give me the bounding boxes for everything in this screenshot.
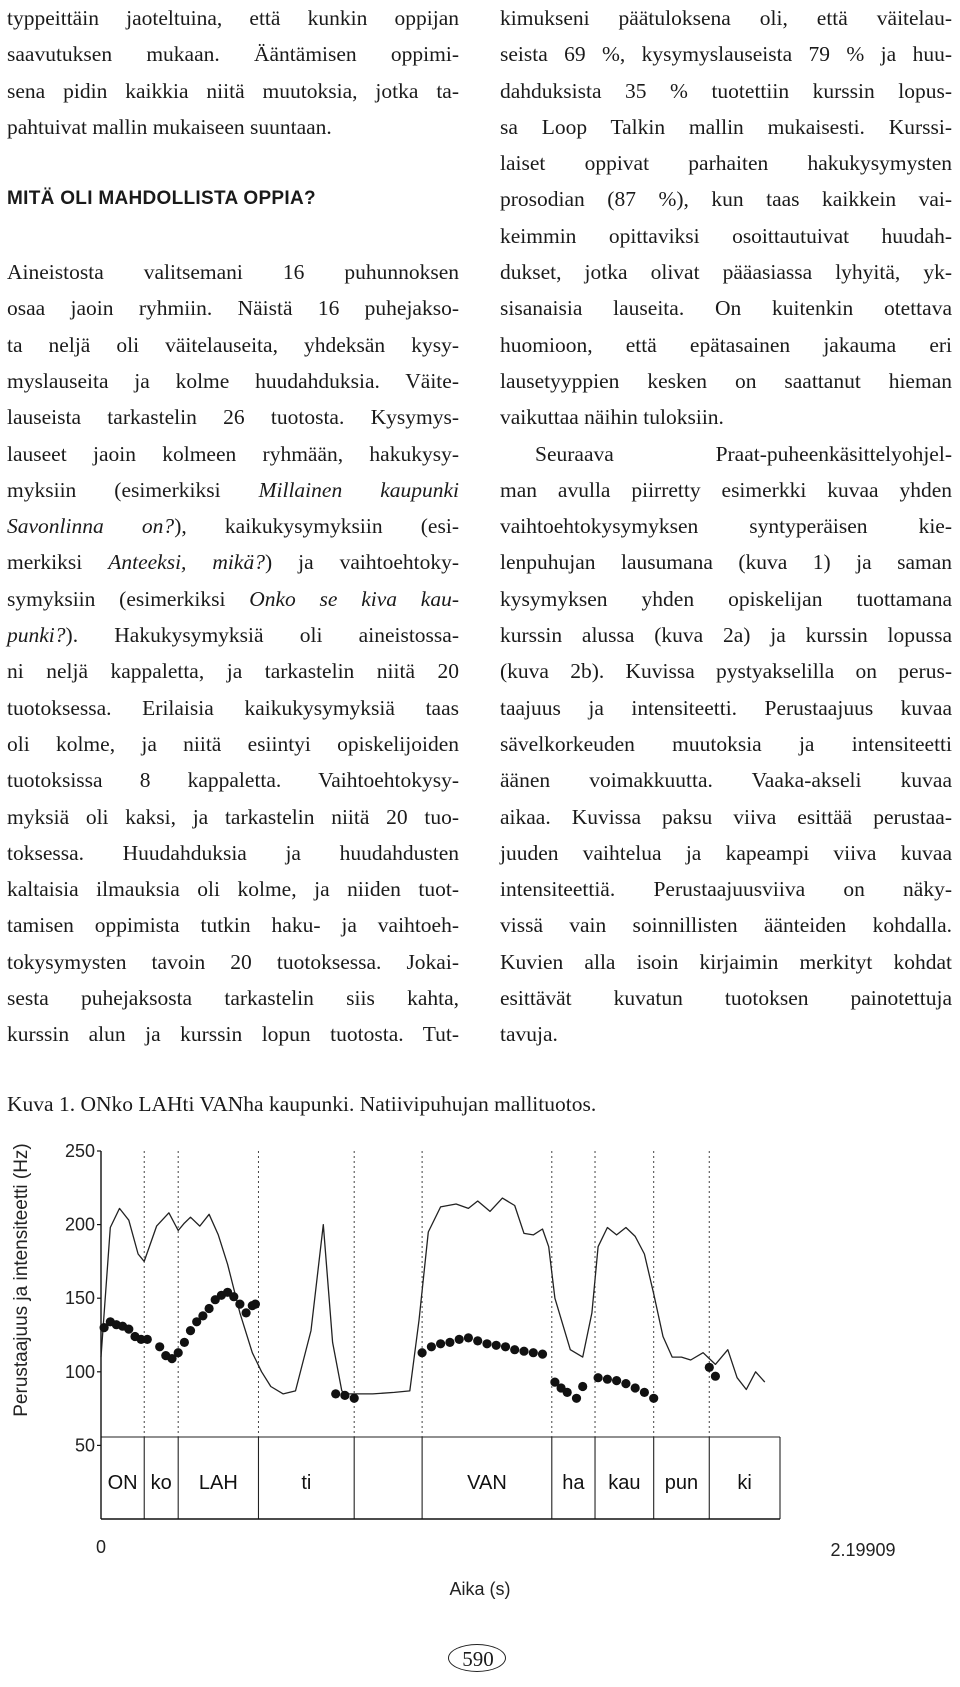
text-line: Savonlinna on?), kaikukysymyksiin (esi- (7, 514, 459, 539)
figure-caption: Kuva 1. ONko LAHti VANha kaupunki. Natiivipuhujan mallituotos. (7, 1092, 597, 1116)
text-line: pahtuivat mallin mukaiseen suuntaan. (7, 114, 332, 139)
pitch-point (510, 1345, 519, 1354)
pitch-point (350, 1394, 359, 1403)
example-phrase: Millainen kaupunki (258, 477, 460, 502)
text-line: sisanaisia lauseita. On kuitenkin otettava (500, 296, 952, 321)
text-line: saavutuksen mukaan. Ääntämisen oppimi- (7, 42, 459, 67)
right-column (500, 0, 952, 1053)
text-line: esittävät kuvatun tuotoksen painotettuja (500, 986, 952, 1011)
text-line: sävelkorkeuden muutoksia ja intensiteetti (500, 731, 952, 756)
text-line: tuotoksissa 8 kappaletta. Vaihtoehtokysy- (7, 768, 459, 793)
text-line: Kuvien alla isoin kirjaimin merkityt kohdat (500, 949, 952, 974)
example-phrase: punki? (7, 623, 66, 648)
text-line: myslauseita ja kolme huudahduksia. Väite- (7, 368, 459, 393)
text-line: toksessa. Huudahduksia ja huudahdusten (7, 840, 459, 865)
text-line: huomioon, että epätasainen jakauma eri (500, 332, 952, 357)
syllable-label: ko (150, 1472, 172, 1494)
pitch-figure (0, 1140, 960, 1615)
y-tick-label: 200 (64, 1214, 95, 1235)
pitch-point (235, 1300, 244, 1309)
pitch-point (418, 1348, 427, 1357)
text-line: myksiin (esimerkiksi Millainen kaupunki (7, 477, 460, 502)
pitch-point (563, 1388, 572, 1397)
x-axis-end-label: 2.19909 (830, 1540, 896, 1560)
pitch-point (501, 1342, 510, 1351)
text-line: vissä vain soinnillisten äänteiden kohdalla. (500, 913, 952, 938)
text-line: ta neljä oli väitelauseita, yhdeksän kysy- (7, 332, 459, 357)
text-line: lausetyyppien kesken on saattanut hieman (500, 368, 952, 393)
pitch-point (572, 1394, 581, 1403)
syllable-label: kau (608, 1472, 641, 1494)
pitch-point (205, 1304, 214, 1313)
text-line: dahduksista 35 % tuotettiin kurssin lopus- (500, 78, 952, 103)
text-line: seista 69 %, kysymyslauseista 79 % ja huu- (500, 42, 952, 67)
syllable-label: LAH (198, 1472, 238, 1494)
pitch-point (594, 1373, 603, 1382)
intensity-line (101, 1198, 765, 1394)
text-line: intensiteettiä. Perustaajuusviiva on näky- (500, 877, 952, 902)
pitch-point (180, 1338, 189, 1347)
pitch-point (612, 1376, 621, 1385)
x-axis-label: Aika (s) (449, 1579, 511, 1599)
text-line: typpeittäin jaoteltuina, että kunkin oppijan (7, 6, 459, 30)
text-line: aikaa. Kuvissa paksu viiva esittää perustaa- (500, 804, 952, 829)
text-line: symyksiin (esimerkiksi Onko se kiva kau- (7, 586, 459, 611)
syllable-label: ki (737, 1472, 752, 1494)
pitch-point (538, 1350, 547, 1359)
example-phrase: Savonlinna on? (7, 514, 175, 539)
pitch-point (427, 1342, 436, 1351)
pitch-point (482, 1339, 491, 1348)
text-line: ni neljä kappaletta, ja tarkastelin niitä 20 (7, 659, 459, 684)
page-number (448, 1644, 508, 1674)
text-line: lauseet jaoin kolmeen ryhmään, hakukysy- (7, 441, 459, 466)
text-line: (kuva 2b). Kuvissa pystyakselilla on perus- (500, 659, 952, 684)
text-line: merkiksi Anteeksi, mikä?) ja vaihtoehtoky- (7, 550, 459, 575)
pitch-point (155, 1342, 164, 1351)
pitch-point (340, 1391, 349, 1400)
pitch-point (124, 1325, 133, 1334)
pitch-point (143, 1335, 152, 1344)
text-line: tuotoksessa. Erilaisia kaikukysymyksiä taas (7, 695, 459, 720)
pitch-point (529, 1348, 538, 1357)
text-line: taajuus ja intensiteetti. Perustaajuus kuvaa (500, 695, 952, 720)
y-axis-label: Perustaajuus ja intensiteetti (Hz) (11, 1143, 32, 1417)
text-line: osaa jaoin ryhmiin. Näistä 16 puhejakso- (7, 296, 459, 321)
text-line: myksiä oli kaksi, ja tarkastelin niitä 20 tuo- (7, 804, 459, 829)
text-line: punki?). Hakukysymyksiä oli aineistossa- (7, 623, 459, 648)
text-line: dukset, jotka olivat pääasiassa lyhyitä, yk- (500, 260, 952, 285)
section-heading: MITÄ OLI MAHDOLLISTA OPPIA? (7, 188, 316, 210)
text-line: oli kolme, ja niitä esiintyi opiskelijoiden (7, 731, 459, 756)
text-line: lauseista tarkastelin 26 tuotosta. Kysymys- (7, 405, 459, 430)
page-number-text: 590 (462, 1647, 494, 1671)
text-line: tamisen oppimista tutkin haku- ja vaihtoeh- (7, 913, 459, 938)
pitch-point (473, 1336, 482, 1345)
text-line: Seuraava Praat-puheenkäsittelyohjel- (535, 441, 952, 466)
text-line: sesta puhejaksosta tarkastelin siis kahta, (7, 986, 459, 1011)
pitch-point (649, 1394, 658, 1403)
text-line: laiset oppivat parhaiten hakukysymysten (500, 151, 952, 176)
text-line: vaihtoehtokysymyksen syntyperäisen kie- (500, 514, 952, 539)
pitch-point (331, 1389, 340, 1398)
pitch-point (445, 1338, 454, 1347)
x-axis-start-label: 0 (95, 1537, 107, 1557)
syllable-label: pun (664, 1472, 699, 1494)
syllable-label: ti (301, 1472, 312, 1494)
text-line: sena pidin kaikkia niitä muutoksia, jotka ta- (7, 78, 459, 103)
text-line: kaltaisia ilmauksia oli kolme, ja niiden tuot- (7, 877, 459, 902)
text-line: keimmin opittaviksi osoittautuivat huudah- (500, 223, 952, 248)
pitch-point (711, 1372, 720, 1381)
pitch-point (631, 1383, 640, 1392)
pitch-point (578, 1382, 587, 1391)
text-line: man avulla piirretty esimerkki kuvaa yhden (500, 477, 952, 502)
y-tick-label: 150 (64, 1288, 95, 1309)
pitch-point (464, 1333, 473, 1342)
pitch-point (621, 1379, 630, 1388)
syllable-label: ha (562, 1472, 585, 1494)
text-line: kurssin alun ja kurssin lopun tuotosta. Tut- (7, 1022, 459, 1047)
text-line: sa Loop Talkin mallin mukaisesti. Kurssi- (500, 114, 952, 139)
text-line: tokysymysten tavoin 20 tuotoksessa. Jokai- (7, 949, 459, 974)
text-line: äänen voimakkuutta. Vaaka-akseli kuvaa (500, 768, 952, 793)
pitch-point (705, 1363, 714, 1372)
text-line: kimukseni päätuloksena oli, että väitelau- (500, 6, 952, 30)
y-tick-label: 100 (64, 1361, 95, 1382)
text-line: prosodian (87 %), kun taas kaikkein vai- (500, 187, 952, 212)
text-line: juuden vaihtelua ja kapeampi viiva kuvaa (500, 840, 952, 865)
y-tick-label: 50 (74, 1435, 95, 1456)
pitch-point (174, 1348, 183, 1357)
y-tick-label: 250 (64, 1141, 95, 1161)
pitch-point (198, 1311, 207, 1320)
pitch-point (242, 1308, 251, 1317)
pitch-point (640, 1388, 649, 1397)
text-line: lenpuhujan lausumana (kuva 1) ja saman (500, 550, 952, 575)
syllable-label: VAN (467, 1472, 507, 1494)
syllable-label: ON (107, 1472, 138, 1494)
pitch-point (251, 1300, 260, 1309)
text-line: Aineistosta valitsemani 16 puhunnoksen (7, 260, 459, 285)
pitch-chart (0, 1140, 960, 1610)
pitch-point (229, 1292, 238, 1301)
example-phrase: Anteeksi, mikä? (108, 550, 265, 575)
pitch-point (603, 1375, 612, 1384)
text-line: kysymyksen yhden opiskelijan tuottamana (500, 586, 952, 611)
text-line: kurssin alussa (kuva 2a) ja kurssin lopussa (500, 623, 952, 648)
text-line: vaikuttaa näihin tuloksiin. (500, 405, 724, 430)
pitch-point (455, 1335, 464, 1344)
pitch-point (436, 1339, 445, 1348)
pitch-point (519, 1347, 528, 1356)
pitch-point (492, 1341, 501, 1350)
text-line: tavuja. (500, 1022, 558, 1047)
pitch-point (186, 1326, 195, 1335)
example-phrase: Onko se kiva kau- (249, 586, 459, 611)
left-column (7, 0, 459, 1053)
